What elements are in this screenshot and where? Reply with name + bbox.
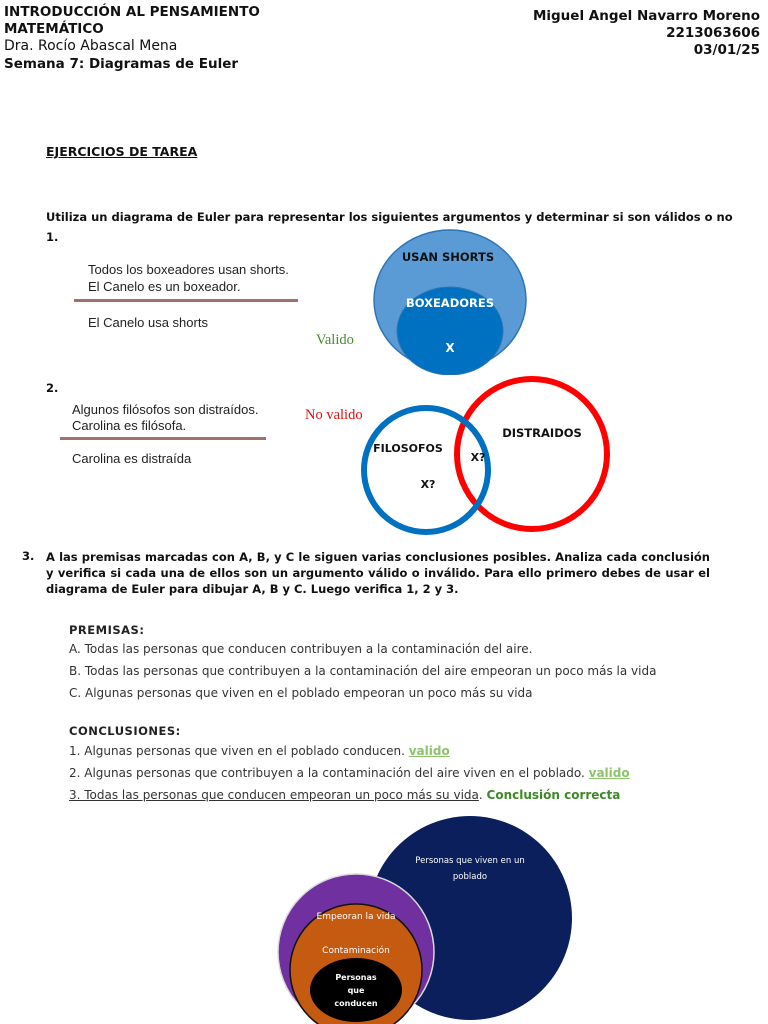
exercise3-number: 3. <box>22 549 35 563</box>
conducen-label-line2: que <box>347 986 365 995</box>
exercise1-premise1: Todos los boxeadores usan shorts. <box>88 262 289 277</box>
conclusions-list <box>69 740 759 806</box>
course-title-line2: MATEMÁTICO <box>4 21 104 37</box>
exercise3-statement: A las premisas marcadas con A, B, y C le siguen varias conclusiones posibles. Analiza cada conclusión y verifica si cada una de ellos son un argumento válido o inválido. Para ello primero debes de usar el diagrama de Euler para dibujar A, B y C. Luego verifica 1, 2 y 3. <box>46 550 710 596</box>
week-title: Semana 7: Diagramas de Euler <box>4 56 239 72</box>
student-id: 2213063606 <box>666 25 760 41</box>
premise-b: B. Todas las personas que contribuyen a la contaminación del aire empeoran un poco más la vida <box>69 664 657 678</box>
exercise2-divider <box>60 437 266 440</box>
poblado-label-line1: Personas que viven en un <box>415 856 525 866</box>
instructions: Utiliza un diagrama de Euler para representar los siguientes argumentos y determinar si son válidos o no <box>46 210 733 224</box>
exercise2-verdict: No valido <box>305 407 363 423</box>
conducen-label-line3: conducen <box>334 999 378 1008</box>
boxeadores-label: BOXEADORES <box>405 296 495 310</box>
student-name: Miguel Angel Navarro Moreno <box>532 8 760 24</box>
exercise2-number: 2. <box>46 381 59 395</box>
exercise1-verdict: Valido <box>316 332 354 348</box>
empeoran-label: Empeoran la vida <box>316 912 396 922</box>
conclusions-title: CONCLUSIONES: <box>69 724 181 738</box>
conclusion-3-text: 3. Todas las personas que conducen empeoran un poco más su vida <box>69 788 479 802</box>
exercise1-conclusion: El Canelo usa shorts <box>88 315 208 330</box>
canelo-mark: X <box>445 341 455 355</box>
conclusion-3: 3. Todas las personas que conducen empeoran un poco más su vida. Conclusión correcta <box>69 788 621 802</box>
distraidos-label: DISTRAIDOS <box>502 426 582 440</box>
exercise2-premise2: Carolina es filósofa. <box>72 418 187 433</box>
conclusion-2-text: 2. Algunas personas que contribuyen a la contaminación del aire viven en el poblado. <box>69 766 589 780</box>
document-date: 03/01/25 <box>693 42 760 58</box>
premise-a: A. Todas las personas que conducen contribuyen a la contaminación del aire. <box>69 642 533 656</box>
contaminacion-label: Contaminación <box>322 946 390 956</box>
exercise1-divider <box>74 299 298 302</box>
exercise2-euler-diagram <box>356 376 618 536</box>
conclusion-1 <box>69 740 759 762</box>
conclusion-1-text: 1. Algunas personas que viven en el poblado conducen. <box>69 744 409 758</box>
overlap-mark: X? <box>470 451 486 464</box>
exercise1-number: 1. <box>46 230 59 244</box>
premises-title: PREMISAS: <box>69 623 145 637</box>
course-title-line1: INTRODUCCIÓN AL PENSAMIENTO <box>4 4 260 20</box>
conclusion-1-verdict: valido <box>408 744 450 758</box>
filosofos-circle <box>364 408 488 532</box>
section-title: EJERCICIOS DE TAREA <box>46 144 198 159</box>
conclusion-3-verdict: Conclusión correcta <box>486 788 621 802</box>
usan-shorts-label: USAN SHORTS <box>401 250 495 264</box>
poblado-label-line2: poblado <box>452 872 488 882</box>
conclusion-2 <box>69 762 759 784</box>
filosofos-label: FILOSOFOS <box>373 442 443 455</box>
exercise1-euler-diagram <box>370 225 532 375</box>
teacher-name: Dra. Rocío Abascal Mena <box>4 38 178 54</box>
exercise2-conclusion: Carolina es distraída <box>72 451 192 466</box>
exercise2-premise1: Algunos filósofos son distraídos. <box>72 402 259 417</box>
premise-c: C. Algunas personas que viven en el poblado empeoran un poco más su vida <box>69 686 533 700</box>
conclusion-2-verdict: valido <box>588 766 630 780</box>
premises-list <box>69 638 749 704</box>
exercise1-premise2: El Canelo es un boxeador. <box>88 279 241 294</box>
conducen-label-line1: Personas <box>335 973 377 982</box>
exercise3-euler-diagram <box>270 812 580 1024</box>
filosofos-mark: X? <box>420 478 436 491</box>
